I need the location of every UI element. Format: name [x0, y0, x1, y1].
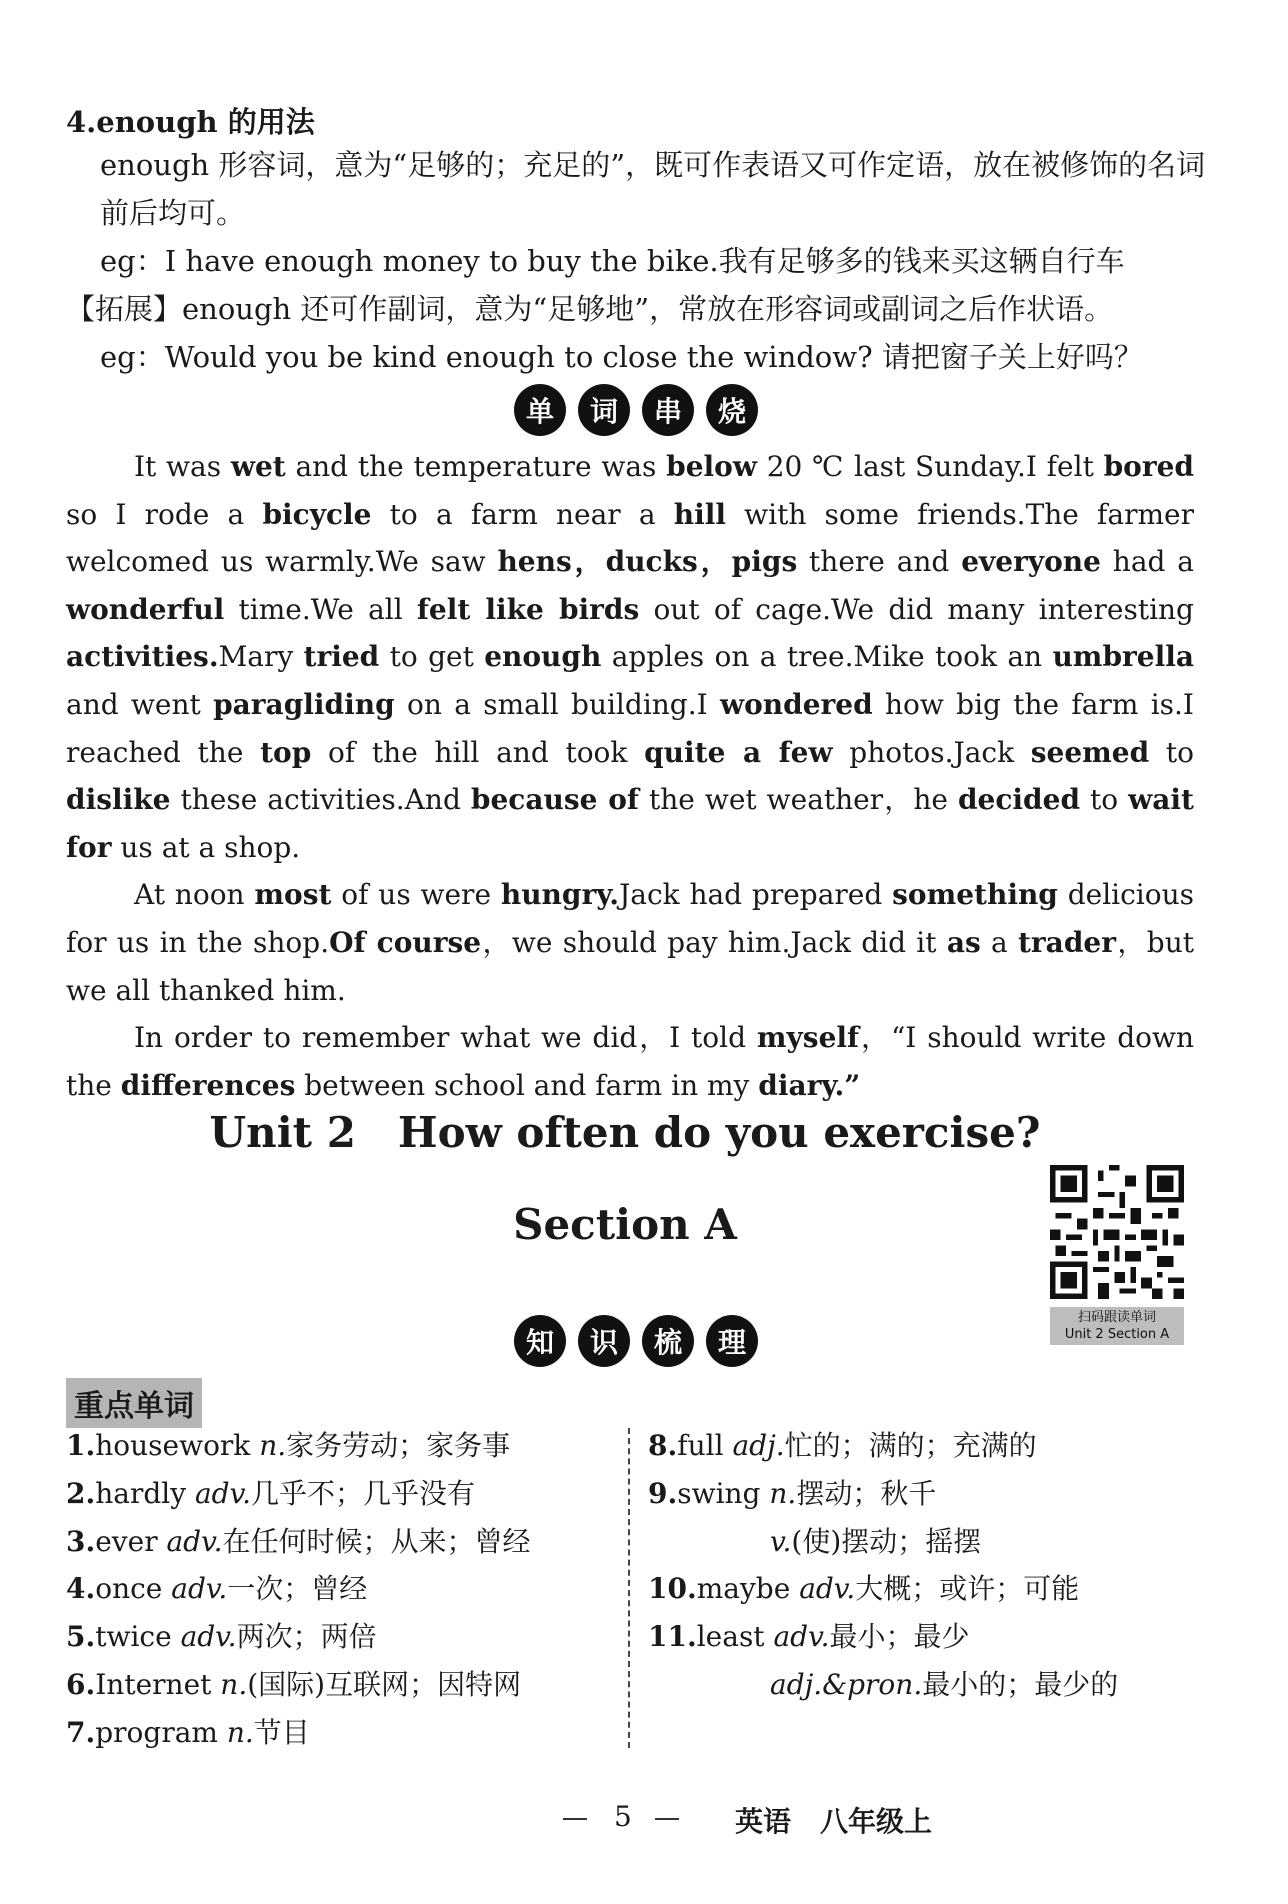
- vocab-number: 2.: [66, 1476, 96, 1510]
- keyword: wait for: [66, 783, 1194, 864]
- heading-badge: 梳: [642, 1315, 694, 1367]
- vocab-word: full: [677, 1429, 733, 1462]
- keyword: activities.: [66, 640, 219, 674]
- vocab-number: 11.: [648, 1620, 697, 1654]
- story-text: and the temperature was: [285, 450, 667, 483]
- vocab-item: [66, 1518, 531, 1566]
- story-text: there and: [797, 545, 962, 579]
- vocab-item: [66, 1661, 531, 1709]
- vocab-list-left: [66, 1422, 531, 1757]
- vocab-item: [66, 1709, 531, 1757]
- keyword: most: [254, 878, 332, 912]
- story-text: Mary: [218, 640, 304, 674]
- heading-badge: 单: [514, 384, 566, 436]
- key-words-header: 重点单词: [66, 1378, 202, 1428]
- keyword: differences: [120, 1068, 296, 1102]
- story-paragraph-1: [66, 443, 1194, 871]
- vocab-number: 6.: [66, 1667, 96, 1701]
- keyword: because of: [470, 783, 639, 817]
- vocab-word: maybe: [696, 1572, 800, 1606]
- vocab-number: 10.: [648, 1572, 697, 1606]
- example-sentence-2: eg：Would you be kind enough to close the window? 请把窗子关上好吗？: [100, 340, 1143, 374]
- vocab-meaning: 最小的；最少的: [922, 1667, 1119, 1701]
- part-of-speech: adv.: [194, 1476, 251, 1510]
- keyword: myself: [756, 1021, 860, 1055]
- keyword: Of course: [329, 925, 482, 959]
- keyword: enough: [484, 640, 602, 674]
- keyword: wonderful: [66, 592, 225, 626]
- part-of-speech: adv.: [166, 1524, 223, 1558]
- part-of-speech: adv.: [799, 1572, 856, 1606]
- heading-badge: 知: [514, 1315, 566, 1367]
- story-text: delicious for us in the shop.: [66, 878, 1195, 959]
- vocab-item: [648, 1661, 1118, 1709]
- vocab-meaning: 摆动；秋千: [796, 1476, 937, 1510]
- story-text: the wet weather，he: [638, 783, 958, 817]
- keyword: wet: [230, 450, 286, 483]
- heading-badge: 词: [578, 384, 630, 436]
- story-text: ，but we all thanked him.: [66, 925, 1194, 1007]
- story-text: to: [1080, 783, 1129, 817]
- qr-caption: [1050, 1307, 1184, 1345]
- story-text: on a small building.I: [394, 687, 720, 721]
- qr-code-block[interactable]: [1050, 1165, 1184, 1345]
- story-text: to: [1149, 735, 1195, 769]
- example-sentence-1: eg：I have enough money to buy the bike.我有足够多的钱来买这辆自行车: [100, 244, 1125, 278]
- vocab-item: [648, 1518, 1118, 1566]
- vocab-word: Internet: [95, 1667, 221, 1701]
- enough-usage-title: 4.enough 的用法: [66, 105, 315, 139]
- vocab-number: 4.: [66, 1572, 96, 1606]
- qr-caption-line-2: Unit 2 Section A: [1064, 1327, 1170, 1342]
- vocab-item: [648, 1613, 1118, 1661]
- story-text: had a: [1100, 545, 1194, 579]
- keyword: umbrella: [1052, 640, 1194, 674]
- keyword: diary: [758, 1068, 835, 1102]
- keyword: everyone: [961, 545, 1101, 579]
- keyword: .”: [834, 1068, 861, 1102]
- keyword: hill: [673, 497, 726, 531]
- keyword: something: [892, 878, 1058, 912]
- story-text: between school and farm in my: [295, 1068, 759, 1102]
- story-text: how big the farm is.I reached the: [66, 687, 1194, 769]
- enough-usage-intro: enough 形容词，意为“足够的；充足的”，既可作表语又可作定语，放在被修饰的名词前后均可。: [100, 148, 1206, 230]
- story-text: to get: [379, 640, 485, 674]
- vocab-meaning: 忙的；满的；充满的: [784, 1429, 1037, 1462]
- keyword: ，: [697, 545, 732, 579]
- part-of-speech: v.: [770, 1524, 792, 1558]
- section-title: Section A: [513, 1200, 737, 1249]
- part-of-speech: n.: [769, 1476, 797, 1510]
- knowledge-heading: [514, 1315, 758, 1367]
- story-text: ，we should pay him.Jack did it: [481, 925, 947, 959]
- story-text: At noon: [134, 878, 255, 912]
- story-text: and went: [66, 687, 214, 721]
- vocab-item: [648, 1422, 1118, 1470]
- vocab-number: 3.: [66, 1524, 96, 1558]
- vocab-number: 5.: [66, 1620, 96, 1654]
- vocab-meaning: 一次；曾经: [227, 1572, 368, 1606]
- qr-code-icon[interactable]: [1050, 1165, 1184, 1299]
- story-text: a: [980, 925, 1018, 959]
- footer-dash: [655, 1818, 679, 1820]
- vocab-word: ever: [95, 1524, 167, 1558]
- footer-dash: [563, 1818, 587, 1820]
- part-of-speech: adj.: [732, 1429, 785, 1462]
- keyword: trader: [1018, 925, 1116, 959]
- keyword: quite a few: [644, 735, 833, 769]
- story-text: ，“I should write down the: [66, 1021, 1194, 1102]
- part-of-speech: n.: [259, 1429, 287, 1462]
- keyword: wondered: [720, 687, 873, 721]
- part-of-speech: n.: [220, 1667, 248, 1701]
- vocab-meaning: 两次；两倍: [236, 1620, 377, 1654]
- story-text: photos.Jack: [832, 735, 1031, 769]
- vocab-number: 1.: [66, 1429, 96, 1462]
- vocab-meaning: 节目: [253, 1715, 310, 1749]
- vocab-meaning: 在任何时候；从来；曾经: [222, 1524, 531, 1558]
- vocab-meaning: (国际)互联网；因特网: [247, 1667, 522, 1701]
- vocab-word: least: [696, 1620, 774, 1654]
- vocab-word: once: [95, 1572, 172, 1606]
- keyword: seemed: [1030, 735, 1150, 769]
- keyword: hens: [497, 545, 572, 579]
- subject-label: 英语: [735, 1805, 792, 1838]
- vocab-meaning: 大概；或许；可能: [855, 1572, 1080, 1606]
- story-text: these activities.And: [170, 783, 471, 817]
- vocab-list-right: [648, 1422, 1118, 1709]
- heading-badge: 识: [578, 1315, 630, 1367]
- story-text: us at a shop.: [111, 830, 301, 864]
- keyword: pigs: [731, 545, 798, 579]
- keyword: decided: [957, 783, 1081, 817]
- vocab-item: [66, 1565, 531, 1613]
- story-text: of us were: [331, 878, 501, 912]
- vocab-meaning: (使)摆动；摇摆: [791, 1524, 982, 1558]
- unit-title: Unit 2 How often do you exercise?: [209, 1108, 1041, 1157]
- keyword: felt like birds: [416, 592, 640, 626]
- part-of-speech: n.: [226, 1715, 254, 1749]
- vocab-item: [648, 1470, 1118, 1518]
- vocab-word: housework: [95, 1429, 260, 1462]
- heading-badge: 串: [642, 384, 694, 436]
- keyword: paragliding: [213, 687, 395, 721]
- grade-label: 八年级上: [820, 1805, 933, 1838]
- keyword: ，: [571, 545, 606, 579]
- vocab-word: program: [95, 1715, 227, 1749]
- story-text: with some friends.The farmer welcomed us warmly.We saw: [66, 497, 1194, 579]
- vocab-number: 9.: [648, 1476, 678, 1510]
- story-paragraph-2: [66, 871, 1194, 1014]
- heading-badge: 理: [706, 1315, 758, 1367]
- vocab-meaning: 几乎不；几乎没有: [250, 1476, 475, 1510]
- story-text: apples on a tree.Mike took an: [601, 640, 1053, 674]
- column-divider: [628, 1428, 630, 1748]
- vocab-number: 8.: [648, 1429, 678, 1462]
- part-of-speech: adj.&pron.: [770, 1667, 923, 1701]
- keyword: as: [946, 925, 981, 959]
- story-paragraph-3: [66, 1014, 1194, 1109]
- part-of-speech: adv.: [180, 1620, 237, 1654]
- keyword: top: [260, 735, 312, 769]
- extension-note: 【拓展】enough 还可作副词，意为“足够地”，常放在形容词或副词之后作状语。: [66, 292, 1114, 326]
- heading-badge: 烧: [706, 384, 758, 436]
- page-number: 5: [614, 1800, 632, 1833]
- part-of-speech: adv.: [171, 1572, 228, 1606]
- keyword: hungry.: [500, 878, 620, 912]
- story-text: Jack had prepared: [619, 878, 893, 912]
- story-text: It was: [134, 450, 231, 483]
- vocab-item: [66, 1613, 531, 1661]
- story-text: of the hill and took: [311, 735, 645, 769]
- keyword: bicycle: [262, 497, 372, 531]
- part-of-speech: adv.: [773, 1620, 830, 1654]
- keyword: below: [666, 450, 757, 483]
- keyword: tried: [303, 640, 380, 674]
- story-text: time.We all: [224, 592, 417, 626]
- vocab-word: twice: [95, 1620, 181, 1654]
- vocab-word: hardly: [95, 1476, 195, 1510]
- qr-caption-line-1: 扫码跟读单词: [1077, 1310, 1156, 1325]
- vocab-item: [648, 1565, 1118, 1613]
- word-chain-story: [66, 443, 1194, 1109]
- keyword: dislike: [66, 783, 171, 817]
- story-text: out of cage.We did many interesting: [639, 592, 1194, 626]
- vocab-item: [66, 1470, 531, 1518]
- vocab-word: swing: [677, 1476, 770, 1510]
- vocab-item: [66, 1422, 531, 1470]
- vocab-meaning: 家务劳动；家务事: [286, 1429, 511, 1462]
- keyword: ducks: [605, 545, 698, 579]
- story-text: 20 ℃ last Sunday.I felt: [756, 450, 1104, 483]
- keyword: bored: [1103, 450, 1194, 483]
- word-chain-heading: [514, 384, 758, 436]
- story-text: In order to remember what we did，I told: [134, 1021, 757, 1055]
- story-text: to a farm near a: [371, 497, 674, 531]
- story-text: so I rode a: [66, 497, 263, 531]
- vocab-meaning: 最小；最少: [829, 1620, 970, 1654]
- vocab-number: 7.: [66, 1715, 96, 1749]
